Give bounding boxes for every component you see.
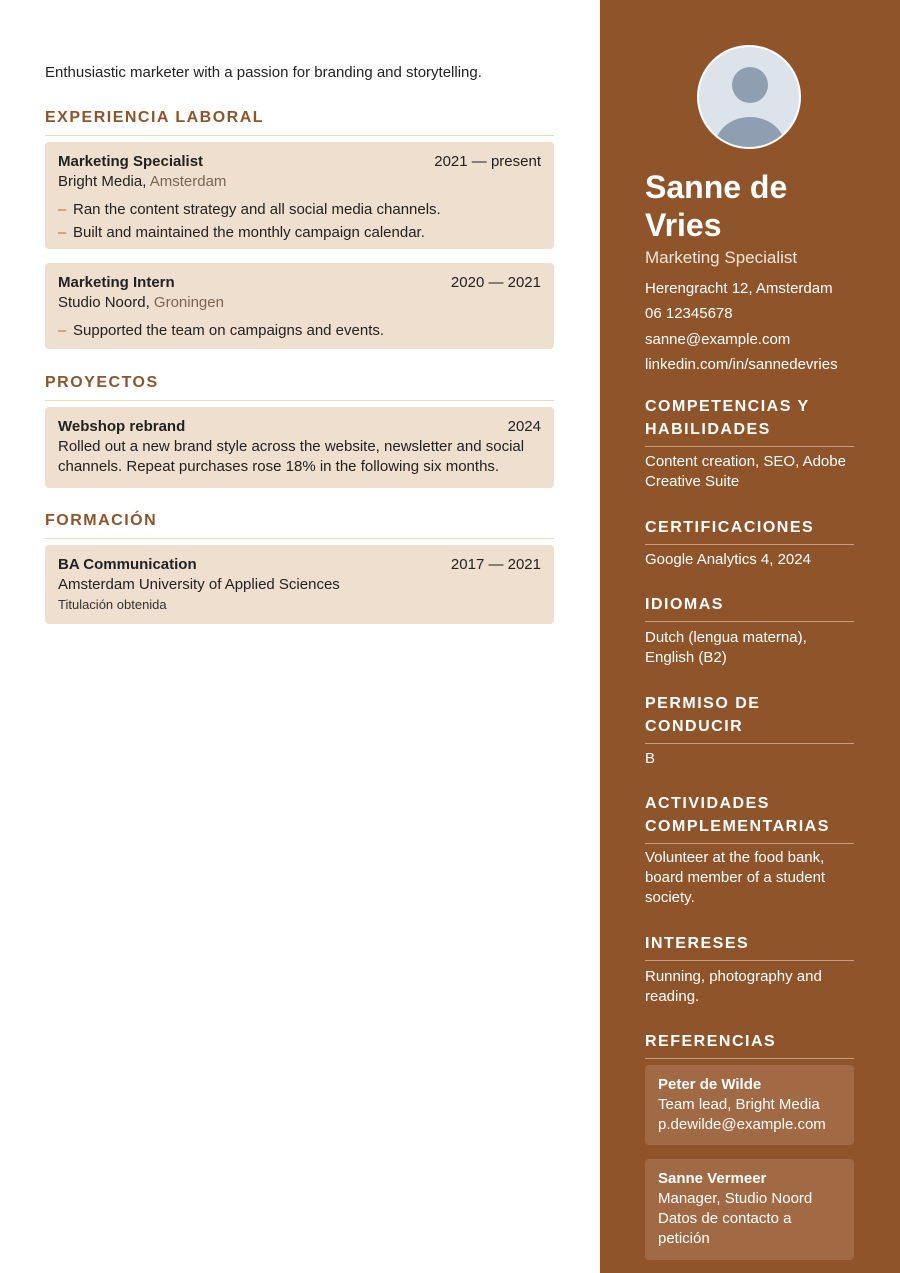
job-dates: 2020 — 2021 — [450, 274, 541, 291]
project-name: Webshop rebrand — [58, 418, 186, 435]
experience-item — [45, 263, 554, 349]
interests-text: Running, photography and reading. — [645, 968, 822, 1005]
reference-name: Peter de Wilde — [658, 1076, 762, 1093]
avatar — [697, 45, 801, 149]
project-year: 2024 — [507, 418, 541, 435]
contact-email: sanne@example.com — [645, 330, 791, 348]
languages-text: Dutch (lengua materna), English (B2) — [645, 629, 807, 666]
skills-heading: COMPETENCIAS Y HABILIDADES — [645, 395, 854, 447]
job-bullet: – Supported the team on campaigns and events. — [58, 319, 541, 342]
profile-summary: Enthusiastic marketer with a passion for branding and storytelling. — [45, 64, 482, 81]
education-dates: 2017 — 2021 — [450, 556, 541, 573]
company-city: Amsterdam — [149, 173, 227, 190]
job-dates: 2021 — present — [434, 153, 541, 170]
certifications-heading: CERTIFICACIONES — [645, 516, 854, 545]
certifications-text: Google Analytics 4, 2024 — [645, 551, 811, 568]
license-heading: PERMISO DE CONDUCIR — [645, 692, 854, 744]
contact-address: Herengracht 12, Amsterdam — [645, 280, 833, 297]
contact-details — [645, 276, 838, 377]
job-employer: Studio Noord, Groningen — [58, 294, 224, 311]
education-heading: FORMACIÓN — [45, 510, 554, 539]
job-role: Marketing Intern — [58, 274, 175, 291]
job-bullets — [58, 198, 541, 244]
contact-linkedin: linkedin.com/in/sannedevries — [645, 355, 838, 373]
reference-contact: Datos de contacto a petición — [658, 1210, 792, 1247]
interests-heading: INTERESES — [645, 932, 854, 961]
activities-text: Volunteer at the food bank, board member of a student society. — [645, 849, 826, 906]
degree-status: Titulación obtenida — [58, 597, 167, 612]
contact-phone: 06 12345678 — [645, 305, 733, 323]
reference-role: Team lead, Bright Media — [658, 1096, 820, 1113]
avatar-body-icon — [715, 117, 785, 149]
degree-name: BA Communication — [58, 556, 197, 573]
sidebar — [600, 0, 900, 1273]
candidate-job-title: Marketing Specialist — [645, 248, 798, 267]
company-city: Groningen — [153, 294, 224, 311]
education-item — [45, 545, 554, 624]
skills-text: Content creation, SEO, Adobe Creative Suite — [645, 453, 846, 490]
experience-heading: EXPERIENCIA LABORAL — [45, 107, 554, 136]
activities-heading: ACTIVIDADES COMPLEMENTARIAS — [645, 792, 854, 844]
license-text: B — [645, 750, 656, 767]
company-name: Bright Media — [58, 173, 143, 190]
avatar-head-icon — [732, 67, 768, 103]
job-bullet: – Built and maintained the monthly campaign calendar. — [58, 221, 541, 244]
job-role: Marketing Specialist — [58, 153, 204, 170]
job-bullets — [58, 319, 541, 342]
reference-role: Manager, Studio Noord — [658, 1190, 813, 1207]
project-description: Rolled out a new brand style across the website, newsletter and social channels. Repeat purchases rose 18% in the following six months. — [58, 438, 525, 475]
company-name: Studio Noord — [58, 294, 146, 311]
projects-heading: PROYECTOS — [45, 372, 554, 401]
project-item — [45, 407, 554, 488]
languages-heading: IDIOMAS — [645, 593, 854, 622]
reference-contact: p.dewilde@example.com — [658, 1116, 826, 1133]
job-employer: Bright Media, Amsterdam — [58, 173, 227, 190]
school-name: Amsterdam University of Applied Sciences — [58, 576, 340, 593]
references-heading: REFERENCIAS — [645, 1030, 854, 1059]
job-bullet: – Ran the content strategy and all social media channels. — [58, 198, 541, 221]
reference-name: Sanne Vermeer — [658, 1170, 767, 1187]
candidate-name: Sanne de Vries — [645, 169, 788, 243]
reference-card — [645, 1159, 854, 1260]
experience-item — [45, 142, 554, 249]
reference-card — [645, 1065, 854, 1145]
